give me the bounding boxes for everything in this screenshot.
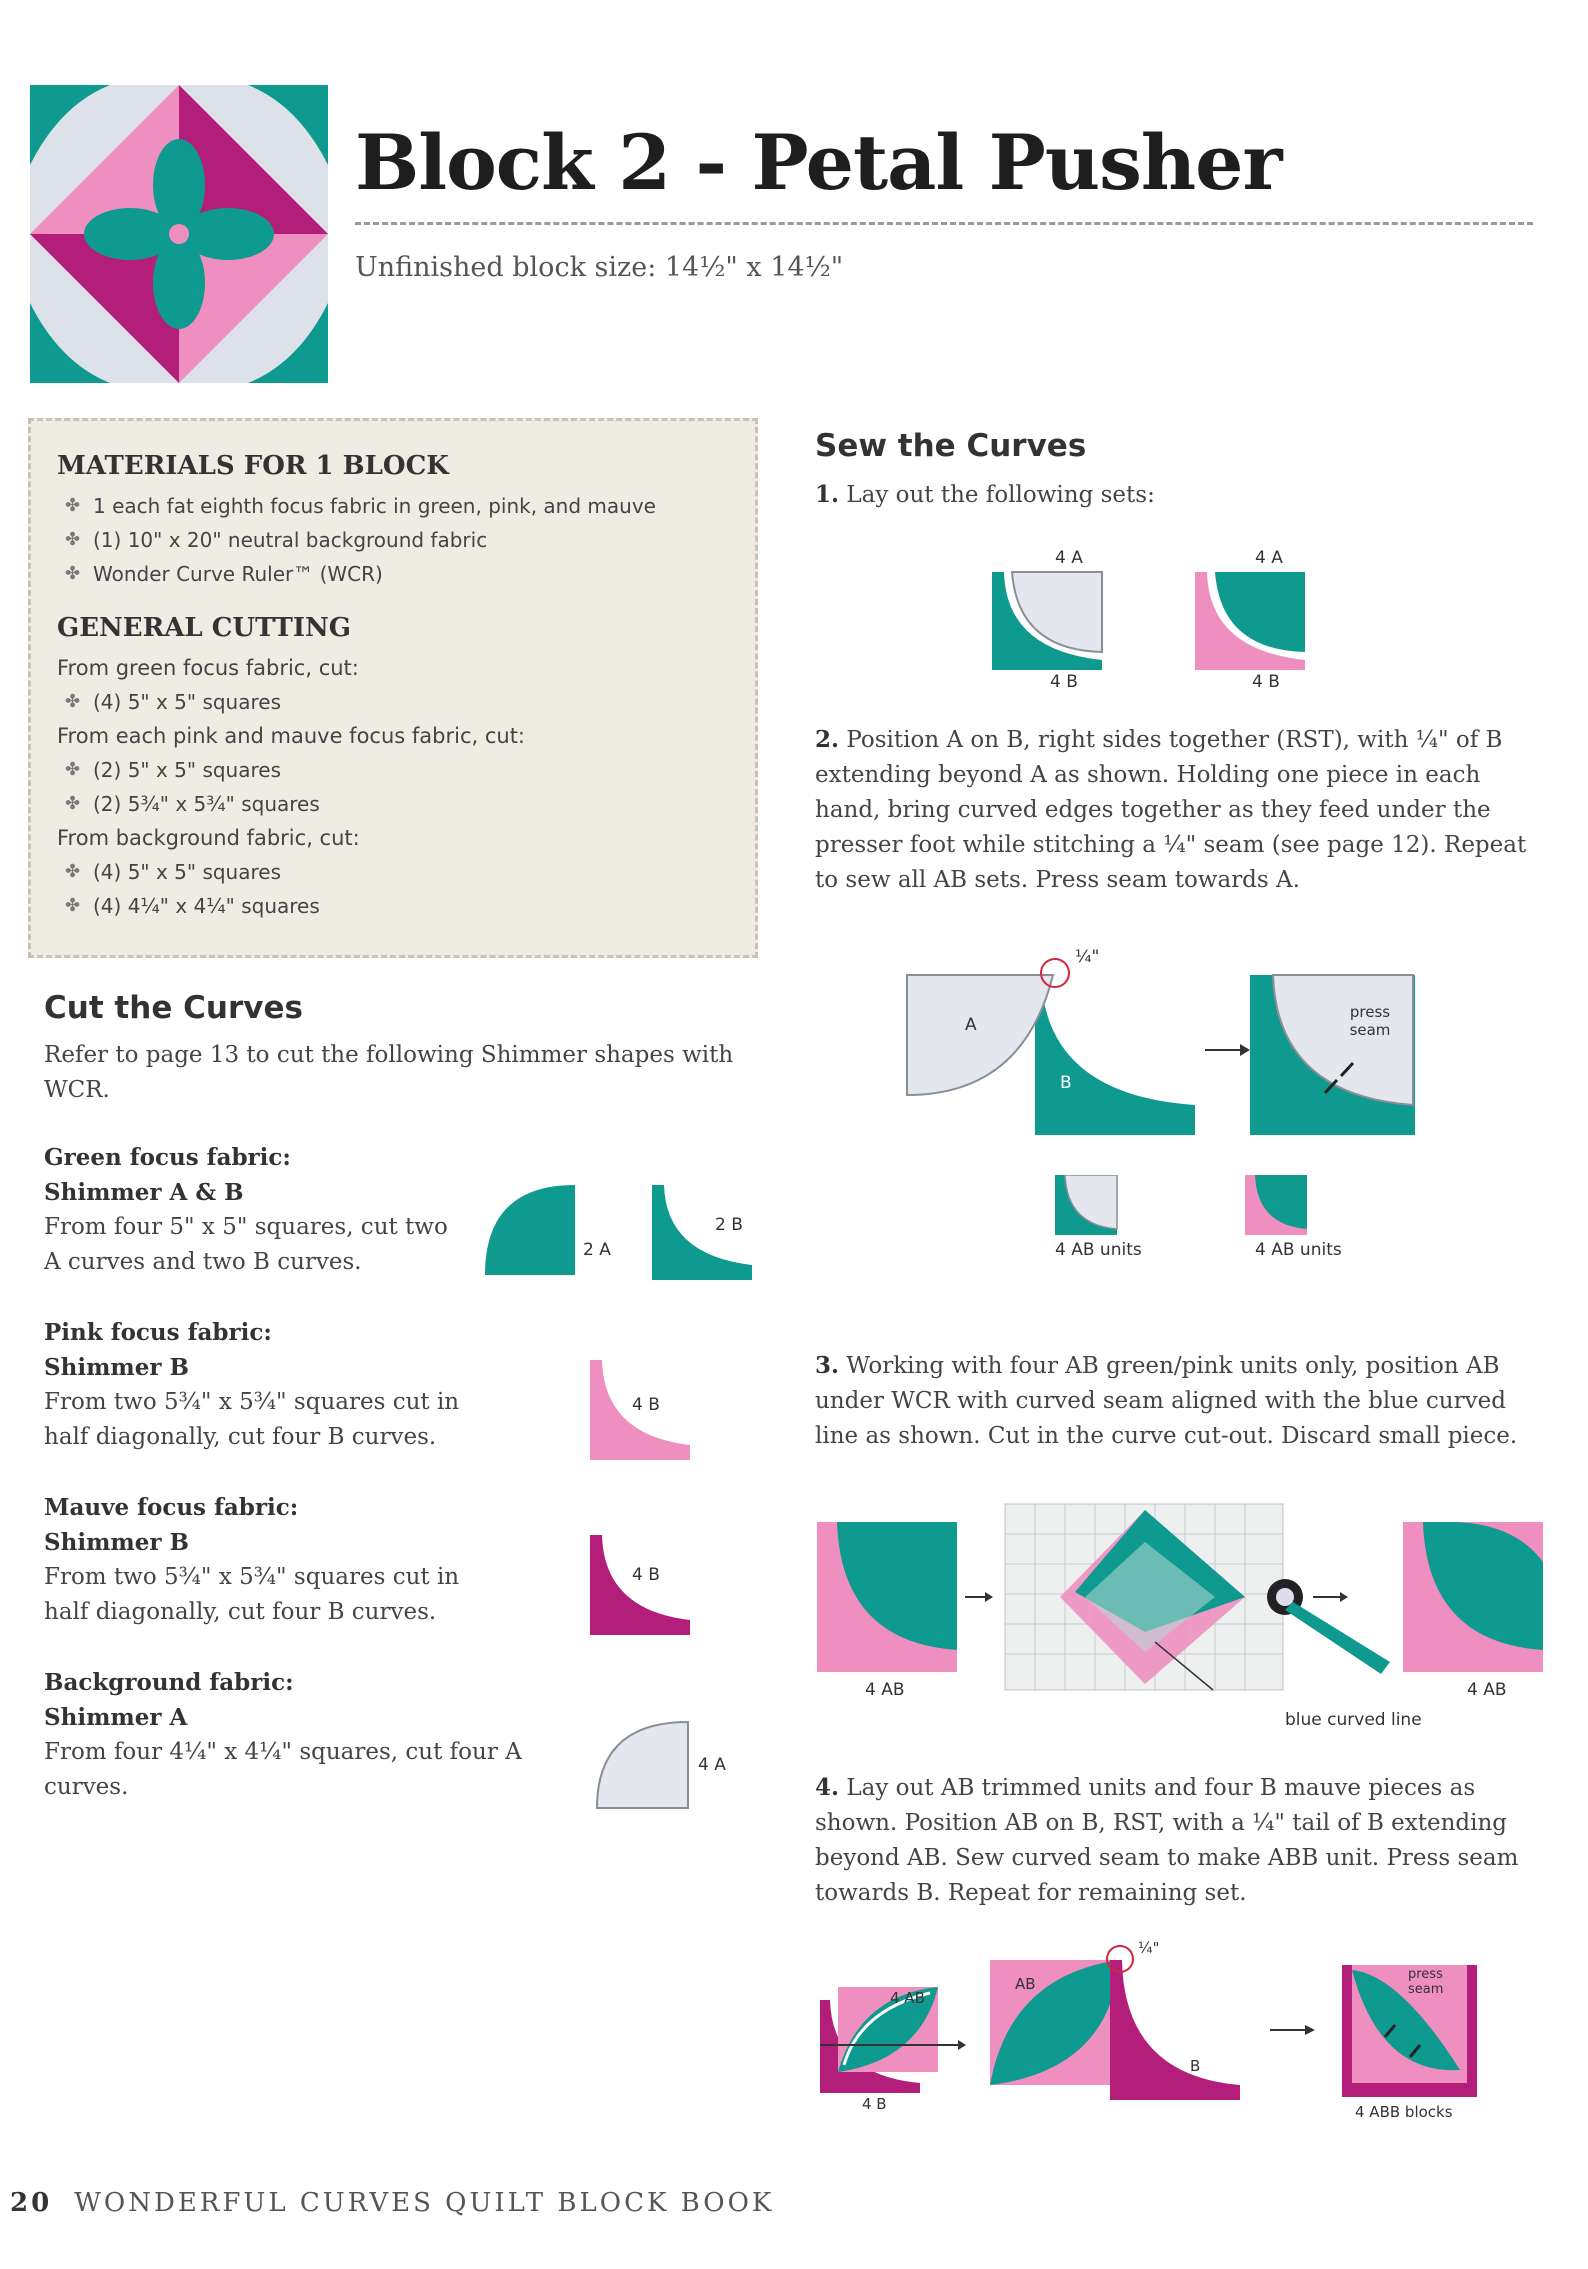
- figure-sew-ab: [905, 945, 1425, 1265]
- background-a-curve-figure: [595, 1720, 690, 1810]
- figure-label: 4 A: [1055, 548, 1083, 568]
- page-footer: [10, 2188, 774, 2218]
- figure-label: 4 AB: [865, 1680, 905, 1700]
- book-title: WONDERFUL CURVES QUILT BLOCK BOOK: [74, 2188, 775, 2218]
- fabric-mauve-block: [44, 1490, 504, 1630]
- list-item: ✤ Wonder Curve Ruler™ (WCR): [57, 557, 729, 591]
- figure-label: B: [1190, 2057, 1201, 2075]
- materials-box: [28, 418, 758, 958]
- figure-label: 4 B: [1252, 672, 1280, 692]
- figure-label: AB: [1015, 1975, 1036, 1993]
- fabric-instructions: From two 5¾" x 5¾" squares cut in half diagonally, cut four B curves.: [44, 1389, 460, 1450]
- sew-curves-heading: [815, 428, 1086, 464]
- cutting-list: [57, 753, 729, 821]
- figure-label: 4 A: [698, 1755, 726, 1775]
- fabric-label: Background fabric:: [44, 1669, 294, 1696]
- block-size: Unfinished block size: 14½" x 14½": [355, 252, 844, 283]
- section-heading: Cut the Curves: [44, 990, 303, 1026]
- list-item: ✤ (4) 5" x 5" squares: [57, 685, 729, 719]
- shape-label: Shimmer B: [44, 1529, 189, 1556]
- materials-heading: MATERIALS FOR 1 BLOCK: [57, 451, 449, 481]
- green-a-curve-figure: [485, 1185, 575, 1275]
- figure-trim-ab: [815, 1502, 1560, 1757]
- step-text: Lay out the following sets:: [846, 482, 1155, 508]
- list-item: ✤ (4) 4¼" x 4¼" squares: [57, 889, 729, 923]
- figure-label: 4 ABB blocks: [1355, 2103, 1453, 2121]
- step-text: Lay out AB trimmed units and four B mauve pieces as shown. Position AB on B, RST, with a ¼" tail of B extending beyond AB. Sew curved seam to make ABB unit. Press seam towards B. Repeat for remaining set.: [815, 1775, 1519, 1906]
- cutting-group-label: From green focus fabric, cut:: [57, 656, 359, 680]
- fabric-instructions: From two 5¾" x 5¾" squares cut in half diagonally, cut four B curves.: [44, 1564, 460, 1625]
- materials-list: [57, 489, 729, 591]
- list-item: ✤ (2) 5" x 5" squares: [57, 753, 729, 787]
- cutting-group-label: From each pink and mauve focus fabric, cut:: [57, 724, 526, 748]
- figure-label: A: [965, 1015, 977, 1035]
- figure-label: 4 A: [1255, 548, 1283, 568]
- fabric-green-block: [44, 1140, 464, 1280]
- fabric-instructions: From four 5" x 5" squares, cut two A curves and two B curves.: [44, 1214, 448, 1275]
- fabric-background-block: [44, 1665, 544, 1805]
- title-divider: [355, 222, 1533, 225]
- page-number: 20: [10, 2188, 53, 2218]
- figure-label: B: [1060, 1073, 1072, 1093]
- step-2: [815, 722, 1535, 898]
- fabric-label: Pink focus fabric:: [44, 1319, 272, 1346]
- page-title: Block 2 - Petal Pusher: [355, 118, 1282, 207]
- shape-label: Shimmer A & B: [44, 1179, 244, 1206]
- figure-label: 4 B: [862, 2095, 887, 2113]
- cutting-list: [57, 855, 729, 923]
- figure-label: 4 AB: [890, 1989, 925, 2007]
- step-3: [815, 1348, 1535, 1454]
- figure-label: ¼": [1138, 1939, 1160, 1957]
- list-item: ✤ (4) 5" x 5" squares: [57, 855, 729, 889]
- step-number: 4.: [815, 1774, 840, 1801]
- step-number: 1.: [815, 481, 840, 508]
- shape-label: Shimmer B: [44, 1354, 189, 1381]
- mauve-b-curve-figure: [590, 1535, 690, 1635]
- figure-label: 4 AB units: [1055, 1240, 1142, 1260]
- fabric-label: Mauve focus fabric:: [44, 1494, 299, 1521]
- step-4: [815, 1770, 1535, 1911]
- figure-label: ¼": [1075, 947, 1100, 967]
- section-heading: Sew the Curves: [815, 428, 1087, 464]
- figure-label: 4 AB units: [1255, 1240, 1342, 1260]
- figure-label: 4 B: [1050, 672, 1078, 692]
- cut-curves-intro: Refer to page 13 to cut the following Shimmer shapes with WCR.: [44, 1042, 734, 1103]
- figure-label: press seam: [1349, 1003, 1391, 1039]
- figure-label: press seam: [1408, 1967, 1444, 1997]
- step-number: 3.: [815, 1352, 840, 1379]
- shape-label: Shimmer A: [44, 1704, 188, 1731]
- list-item: ✤ (2) 5¾" x 5¾" squares: [57, 787, 729, 821]
- fabric-pink-block: [44, 1315, 504, 1455]
- figure-label: 4 B: [632, 1395, 660, 1415]
- step-number: 2.: [815, 726, 840, 753]
- list-item: ✤ 1 each fat eighth focus fabric in green, pink, and mauve: [57, 489, 729, 523]
- figure-label: 4 B: [632, 1565, 660, 1585]
- figure-label: 2 A: [583, 1240, 611, 1260]
- figure-lay-out-sets: [990, 548, 1320, 692]
- figure-label: 2 B: [715, 1215, 743, 1235]
- figure-sew-abb: [820, 1939, 1500, 2130]
- figure-label: blue curved line: [1285, 1710, 1422, 1730]
- cutting-list: [57, 685, 729, 719]
- cutting-heading: GENERAL CUTTING: [57, 613, 351, 643]
- list-item: ✤ (1) 10" x 20" neutral background fabric: [57, 523, 729, 557]
- fabric-label: Green focus fabric:: [44, 1144, 291, 1171]
- figure-label: 4 AB: [1467, 1680, 1507, 1700]
- step-text: Position A on B, right sides together (RST), with ¼" of B extending beyond A as shown. Holding one piece in each hand, bring curved edges together as they feed under the presser foot while stitching a ¼" seam (see page 12). Repeat to sew all AB sets. Press seam towards A.: [815, 727, 1527, 893]
- cutting-group-label: From background fabric, cut:: [57, 826, 360, 850]
- fabric-instructions: From four 4¼" x 4¼" squares, cut four A curves.: [44, 1739, 522, 1800]
- step-text: Working with four AB green/pink units only, position AB under WCR with curved seam aligned with the blue curved line as shown. Cut in the curve cut-out. Discard small piece.: [815, 1353, 1518, 1449]
- step-1: [815, 477, 1535, 513]
- block-thumbnail: [30, 85, 328, 383]
- cut-curves-heading: [44, 990, 303, 1026]
